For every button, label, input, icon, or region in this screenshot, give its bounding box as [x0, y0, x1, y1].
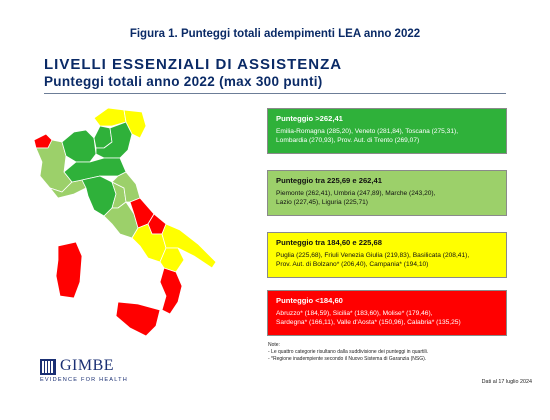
legend-box-high	[267, 108, 507, 154]
region-lombardia	[62, 130, 96, 162]
figure-title: Figura 1. Punteggi totali adempimenti LEA anno 2022	[129, 28, 421, 40]
notes-label: Note:	[268, 342, 280, 348]
legend-heading: Punteggio <184,60	[276, 296, 343, 305]
data-date: Dati al 17 luglio 2024	[481, 379, 532, 385]
footnotes	[268, 342, 528, 363]
legend-line: Lombardia (270,93), Prov. Aut. di Trento (269,07)	[276, 137, 420, 144]
legend-box-low	[267, 290, 507, 336]
title-divider	[44, 93, 506, 94]
legend-line: Puglia (225,68), Friuli Venezia Giulia (219,83), Basilicata (208,41),	[276, 252, 470, 259]
legend-line: Sardegna* (166,11), Valle d'Aosta* (150,96), Calabria* (135,25)	[276, 319, 461, 326]
legend-line: Emilia-Romagna (285,20), Veneto (281,84), Toscana (275,31),	[276, 128, 459, 135]
legend-line: Abruzzo* (184,59), Sicilia* (183,60), Molise* (179,46),	[276, 310, 433, 317]
legend-line: Piemonte (262,41), Umbria (247,89), Marche (243,20),	[276, 190, 436, 197]
legend-box-mid-low	[267, 232, 507, 278]
legend-box-mid-high	[267, 170, 507, 216]
legend-heading: Punteggio tra 184,60 e 225,68	[276, 238, 382, 247]
logo-wordmark: GIMBE	[60, 357, 115, 374]
region-sicilia	[116, 302, 160, 336]
main-title: LIVELLI ESSENZIALI DI ASSISTENZA	[44, 56, 343, 73]
legend-line: Prov. Aut. di Bolzano* (206,40), Campania* (194,10)	[276, 261, 429, 268]
legend-line: Lazio (227,45), Liguria (225,71)	[276, 199, 369, 206]
legend-heading: Punteggio tra 225,69 e 262,41	[276, 176, 382, 185]
note-line: - *Regione inadempiente secondo il Nuovo Sistema di Garanzia (NSG).	[268, 356, 427, 362]
sub-title: Punteggi totali anno 2022 (max 300 punti)	[44, 74, 323, 89]
italy-regions-map	[20, 96, 220, 336]
logo-tagline: EVIDENCE FOR HEALTH	[40, 377, 128, 383]
region-sardegna	[56, 242, 82, 298]
logo-mark-icon	[40, 359, 56, 375]
region-calabria	[160, 268, 182, 314]
note-line: - Le quattro categorie risultano dalla suddivisione dei punteggi in quartili.	[268, 349, 429, 355]
region-bolzano	[94, 108, 126, 126]
legend-heading: Punteggio >262,41	[276, 114, 343, 123]
